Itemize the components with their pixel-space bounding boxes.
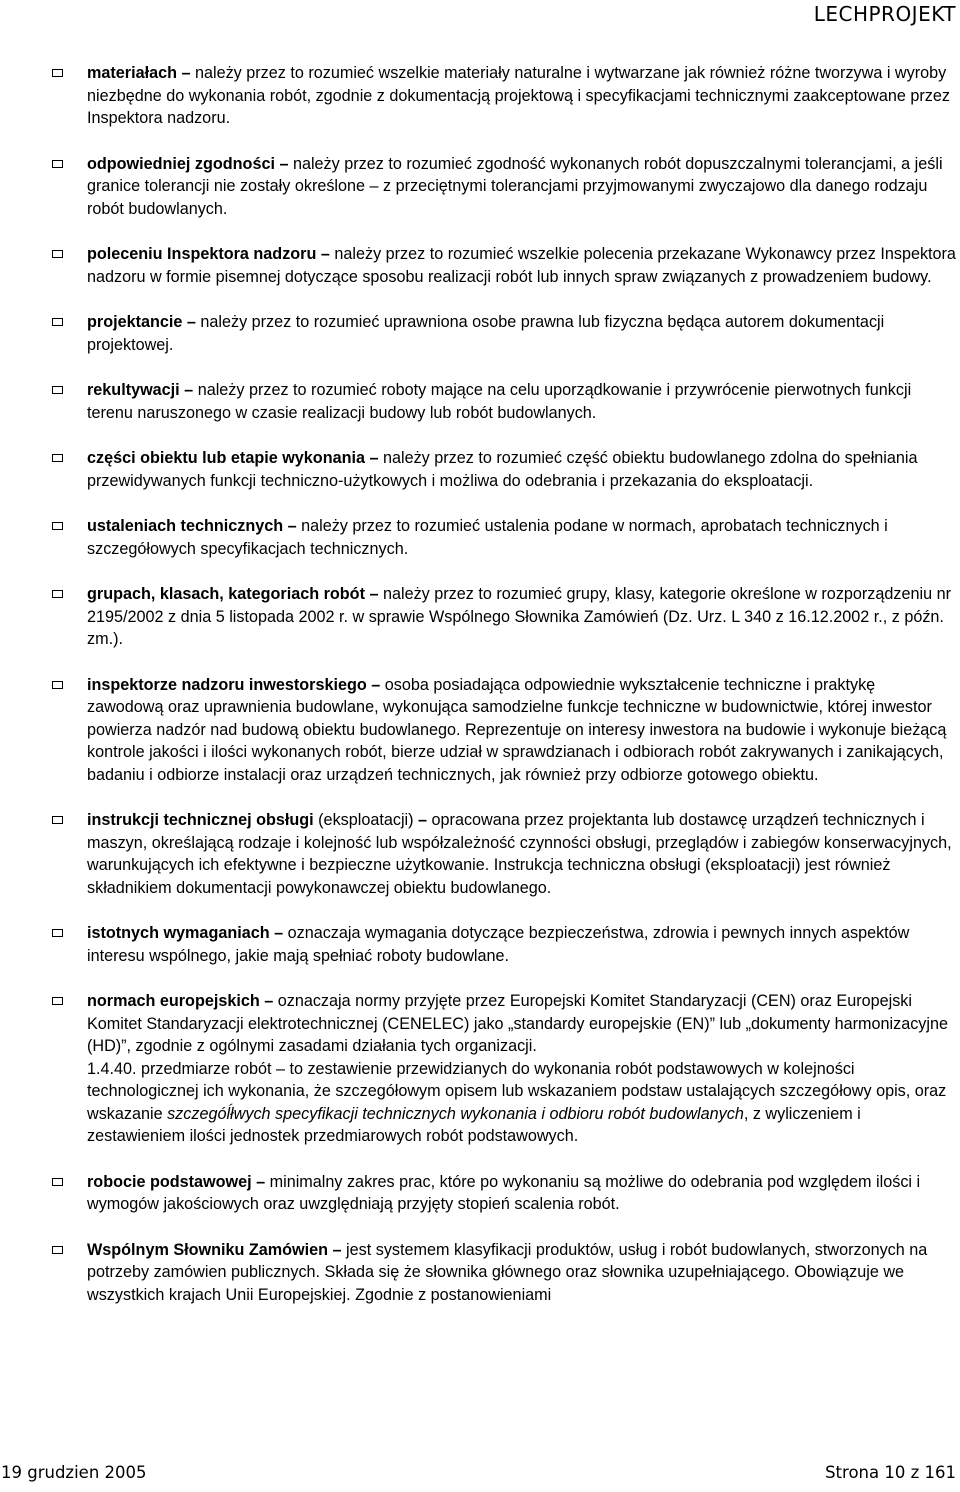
bullet-icon <box>52 454 63 462</box>
definition-item <box>0 990 960 1148</box>
definition-text: minimalny zakres prac, które po wykonaniu są możliwe do odebrania pod względem ilości i wymogów jakościowych oraz uwzględniają przyjęty stopień scalenia robót. <box>87 1172 921 1213</box>
definition-list <box>0 62 960 1329</box>
definition-term: normach europejskich <box>87 992 260 1010</box>
subsection-italic-text: szczegóĺłwych specyfikacji technicznych wykonania i odbioru robót budowlanych <box>167 1104 744 1123</box>
definition-text: należy przez to rozumieć wszelkie materiały naturalne i wytwarzane jak również różne tworzywa i wyroby niezbędne do wykonania robót, zgodnie z dokumentacją projektową i specyfikacjami technicznymi zaakceptowane przez Inspektora nadzoru. <box>87 64 950 127</box>
definition-dash: – <box>274 154 293 173</box>
definition-dash: – <box>176 64 195 82</box>
definition-dash: – <box>179 381 198 399</box>
bullet-icon <box>52 816 63 824</box>
definition-item <box>0 62 960 130</box>
bullet-icon <box>52 69 63 77</box>
definition-dash: – <box>316 245 335 263</box>
definition-text: oznaczaja normy przyjęte przez Europejski Komitet Standaryzacji (CEN) oraz Europejski Komitet Standaryzacji elektrotechnicznej (CENELEC) jako „standardy europejskie (EN)” lub „dokumenty harmonizacyjne (HD)”, zgodnie z ogólnymi zasadami działania tych organizacji. <box>87 992 949 1055</box>
definition-item <box>0 447 960 492</box>
page-number: Strona 10 z 161 <box>825 1463 956 1482</box>
definition-dash: – <box>259 992 278 1010</box>
definition-term: Wspólnym Słowniku Zamówien <box>87 1240 329 1259</box>
definition-text: należy przez to rozumieć część obiektu budowlanego zdolna do spełniania przewidywanych funkcji techniczno-użytkowych i możliwa do odebrania i przekazania do eksploatacji. <box>87 449 918 490</box>
definition-dash: – <box>366 675 385 694</box>
footer-date: 19 grudzien 2005 <box>1 1463 147 1482</box>
definition-text: oznaczaja wymagania dotyczące bezpieczeństwa, zdrowia i pewnych innych aspektów interesu wspólnego, jakie mają spełniać roboty budowlane. <box>87 924 910 965</box>
definition-term: ustaleniach technicznych <box>87 517 284 535</box>
definition-text: należy przez to rozumieć ustalenia podane w normach, aprobatach technicznych i szczegółowych specyfikacjach technicznych. <box>87 517 888 558</box>
header-brand: LECHPROJEKT <box>813 2 956 26</box>
definition-text: należy przez to rozumieć grupy, klasy, kategorie określone w rozporządzeniu nr 2195/2002 z dnia 5 listopada 2002 r. w sprawie Wspólnego Słownika Zamówień (Dz. Urz. L 340 z 16.12.2002 r., z późn. zm.). <box>87 585 951 648</box>
bullet-icon <box>52 681 63 689</box>
definition-text: jest systemem klasyfikacji produktów, usług i robót budowlanych, stworzonych na potrzeby zamówien publicznych. Składa się że słownika głównego oraz słownika uzupełniającego. Obowiązuje we wszystkich krajach Unii Europejskiej. Zgodnie z postanowieniami <box>87 1240 928 1304</box>
bullet-icon <box>52 1178 63 1186</box>
bullet-icon <box>52 386 63 394</box>
definition-term: inspektorze nadzoru inwestorskiego <box>87 675 367 694</box>
definition-term: instrukcji technicznej obsługi <box>87 811 314 829</box>
subsection-text-end: , z wyliczeniem i zestawieniem ilości jednostek przedmiarowych robót podstawowych. <box>87 1104 861 1145</box>
definition-item <box>0 153 960 221</box>
definition-item <box>0 922 960 967</box>
bullet-icon <box>52 250 63 258</box>
definition-item <box>0 311 960 356</box>
definition-item <box>0 515 960 560</box>
bullet-icon <box>52 522 63 530</box>
definition-item <box>0 583 960 651</box>
definition-dash: – <box>364 585 383 603</box>
definition-dash: – <box>269 924 288 942</box>
bullet-icon <box>52 997 63 1005</box>
definition-item <box>0 809 960 899</box>
bullet-icon <box>52 1246 63 1254</box>
definition-item <box>0 243 960 288</box>
definition-text: należy przez to rozumieć roboty mające na celu uporządkowanie i przywrócenie pierwotnych funkcji terenu naruszonego w czasie realizacji budowy lub robót budowlanych. <box>87 381 912 422</box>
bullet-icon <box>52 929 63 937</box>
definition-term: rekultywacji <box>87 381 180 399</box>
definition-suffix: (eksploatacji) <box>313 811 414 829</box>
bullet-icon <box>52 160 63 168</box>
definition-term: części obiektu lub etapie wykonania <box>87 449 365 467</box>
definition-dash: – <box>413 811 432 829</box>
definition-text: opracowana przez projektanta lub dostawcę urządzeń technicznych i maszyn, określającą rodzaje i kolejność lub współzależność czynności obsługi, przeglądów i zabiegów konserwacyjnych, warunkujących ich efektywne i bezpieczne użytkowanie. Instrukcja techniczna obsługi (eksploatacji) jest również składnikiem dokumentacji powykonawczej obiektu budowlanego. <box>87 811 952 897</box>
subsection-paragraph <box>87 1058 956 1148</box>
bullet-icon <box>52 318 63 326</box>
definition-dash: – <box>182 313 201 331</box>
bullet-icon <box>52 590 63 598</box>
definition-term: grupach, klasach, kategoriach robót <box>87 585 365 603</box>
definition-item <box>0 674 960 787</box>
definition-term: projektancie <box>87 313 183 331</box>
definition-term: robocie podstawowej <box>87 1172 252 1191</box>
definition-dash: – <box>328 1240 347 1259</box>
definition-term: odpowiedniej zgodności <box>87 154 275 173</box>
definition-text: należy przez to rozumieć uprawniona osobe prawna lub fizyczna będąca autorem dokumentacji projektowej. <box>87 313 885 354</box>
definition-dash: – <box>364 449 383 467</box>
definition-text: należy przez to rozumieć zgodność wykonanych robót dopuszczalnymi tolerancjami, a jeśli granice tolerancji nie zostały określone – z przeciętnymi tolerancjami przyjmowanymi zwyczajowo dla danego rodzaju robót budowlanych. <box>87 154 943 218</box>
definition-text: należy przez to rozumieć wszelkie polecenia przekazane Wykonawcy przez Inspektora nadzoru w formie pisemnej dotyczące sposobu realizacji robót lub innych spraw związanych z prowadzeniem budowy. <box>87 245 956 286</box>
definition-item <box>0 1239 960 1307</box>
definition-term: poleceniu Inspektora nadzoru <box>87 245 317 263</box>
page-footer <box>0 1463 960 1485</box>
definition-dash: – <box>251 1172 270 1191</box>
definition-dash: – <box>283 517 302 535</box>
definition-term: materiałach <box>87 64 177 82</box>
definition-item <box>0 1171 960 1216</box>
definition-item <box>0 379 960 424</box>
definition-text: osoba posiadająca odpowiednie wykształcenie techniczne i praktykę zawodową oraz uprawnienia budowlane, wykonująca samodzielne funkcje techniczne w budownictwie, której inwestor powierza nadzór nad budową obiektu budowlanego. Reprezentuje on interesy inwestora na budowie i wykonuje bieżącą kontrole jakości i ilości wykonanych robót, bierze udział w sprawdzianach i odbiorach robót zakrywanych i zanikających, badaniu i odbiorze instalacji oraz urządzeń technicznych, jak również przy odbiorze gotowego obiektu. <box>87 675 947 784</box>
subsection-text: 1.4.40. przedmiarze robót – to zestawienie przewidzianych do wykonania robót podstawowych w kolejności technologicznej ich wykonania, że szczegółowym opisem lub wskazaniem podstaw ustalających szczegółowy opis, oraz wskazanie <box>87 1059 947 1123</box>
definition-term: istotnych wymaganiach <box>87 924 270 942</box>
